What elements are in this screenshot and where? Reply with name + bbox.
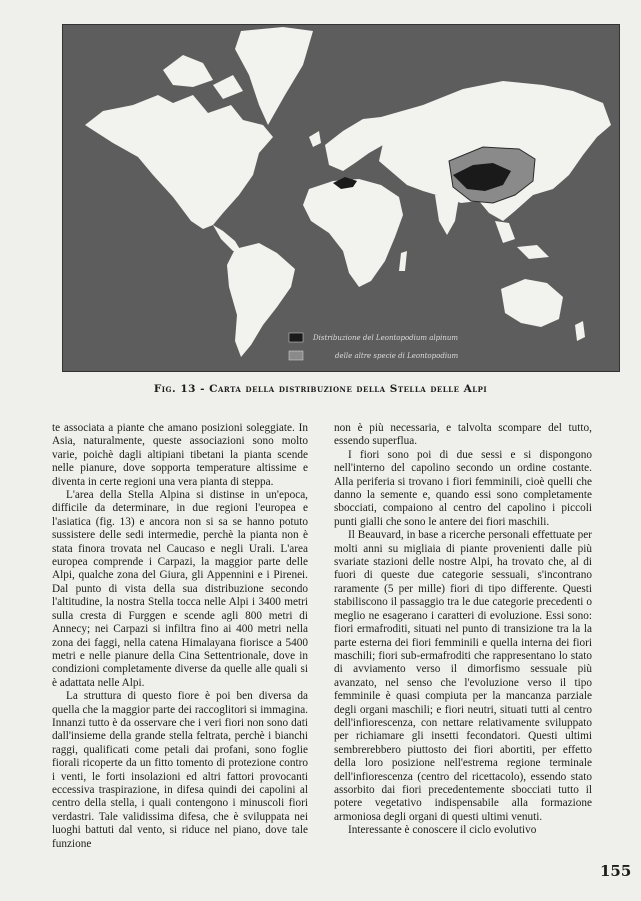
legend-label-alpinum: Distribuzione del Leontopodium alpinum — [313, 334, 459, 342]
text-column-left — [52, 422, 308, 851]
greenland — [235, 27, 313, 125]
paragraph: La struttura di questo fiore è poi ben diversa da quella che la maggior parte dei raccoglitori si immagina. Innanzi tutto è da osservare che i veri fiori non sono dati dall'insieme della grande stella feltrata, perchè i bianchi raggi, qualificati come petali dai profani, sono foglie fiorali ricoperte da un fitto tomento di protezione contro i venti, le forti insolazioni ed altri fattori provocanti eccessiva traspirazione, in difesa quindi dei capolini al centro della stella, i quali contengono i minuscoli fiori verdastri. Tale validissima difesa, che è sviluppata nei luoghi battuti dal vento, si riduce nel piano, dove tale funzione — [52, 690, 308, 850]
world-map-drawing — [63, 25, 620, 372]
paragraph: Interessante è conoscere il ciclo evolutivo — [348, 824, 537, 837]
africa — [303, 179, 403, 287]
legend-label-other: delle altre specie di Leontopodium — [335, 352, 459, 360]
south-america — [227, 243, 295, 357]
paragraph: I fiori sono poi di due sessi e si dispongono nell'interno del capolino secondo un ordine costante. Alla periferia si trovano i fiori femminili, cioè quelli che danno la semente e, quando essi sono completamente sbocciati, compaiono al centro del capolino i piccoli punti gialli che sono le antere dei fiori maschili. — [334, 448, 592, 528]
legend-swatch-other — [289, 351, 303, 360]
paragraph: te associata a piante che amano posizioni soleggiate. In Asia, naturalmente, queste associazioni sono molto varie, poichè dagli altipiani tibetani la pianta scende nelle pianure, dove sopporta temperature altissime e diventa in certe regioni una vera pianta di steppa. — [52, 422, 308, 488]
paragraph: non è più necessaria, e talvolta scompare del tutto, essendo superflua. — [334, 422, 592, 448]
figure-caption: Fig. 13 - Carta della distribuzione della Stella delle Alpi — [153, 383, 488, 395]
page-number: 155 — [600, 862, 632, 880]
paragraph: Il Beauvard, in base a ricerche personali effettuate per molti anni su migliaia di piante provenienti dalle più svariate stazioni delle nostre Alpi, ha trovato che, al di fuori di queste due categorie sessuali, s'incontrano raramente (5 per mille) fiori di tipo differente. Questi stabiliscono il passaggio tra le due categorie precedenti o meglio ne esagerano i caratteri di evoluzione. Essi sono: fiori ermafroditi, situati nel punto di transizione tra la la parte esterna dei fiori femminili e quella interna dei fiori maschili; fiori sub-ermafroditi che rappresentano lo stato di avviamento verso il dimorfismo sessuale più avanzato, nel senso che l'evoluzione verso il tipo femminile è quasi compiuta per la mancanza parziale degli organi maschili; e fiori neutri, situati tutti al centro dell'infiorescenza, con nettare relativamente sviluppato per richiamare gli insetti fecondatori. Questi ultimi sembrerebbero piuttosto dei fiori abortiti, per effetto della loro posizione nell'estrema regione terminale dell'infiorescenza (centro del ricettacolo), essendo stato assorbito dai fiori precedentemente sbocciati tutto il potere vegetativo indispensabile alla formazione armoniosa degli organi di questi ultimi venuti. — [334, 529, 592, 823]
paragraph: L'area della Stella Alpina si distinse in un'epoca, difficile da determinare, in due regioni l'europea e l'asiatica (fig. 13) e ancora non si sa se hanno potuto sussistere delle sedi intermedie, perchè la pianta non è stata finora trovata nel Caucaso e negli Urali. L'area europea comprende i Carpazi, la maggior parte delle Alpi, qualche zona del Giura, gli Appennini e i Pirenei. Dal punto di vista della sua distribuzione secondo l'altitudine, la nostra Stella tocca nelle Alpi i 3400 metri sulla cresta di Furggen e scende agli 800 metri di Annecy; nei Carpazi si infiltra fino ai 400 metri nella zona dei faggi, nella catena Himalayana fiorisce a 5400 metri e nelle pianure della Cina Settentrionale, dove in condizioni completamente diverse da quelle alle quali si è adattata nelle Alpi. — [52, 489, 308, 689]
distribution-map — [62, 24, 620, 372]
legend-swatch-alpinum — [289, 333, 303, 342]
text-column-right — [334, 422, 592, 838]
north-america — [85, 95, 273, 229]
australia — [501, 279, 563, 327]
